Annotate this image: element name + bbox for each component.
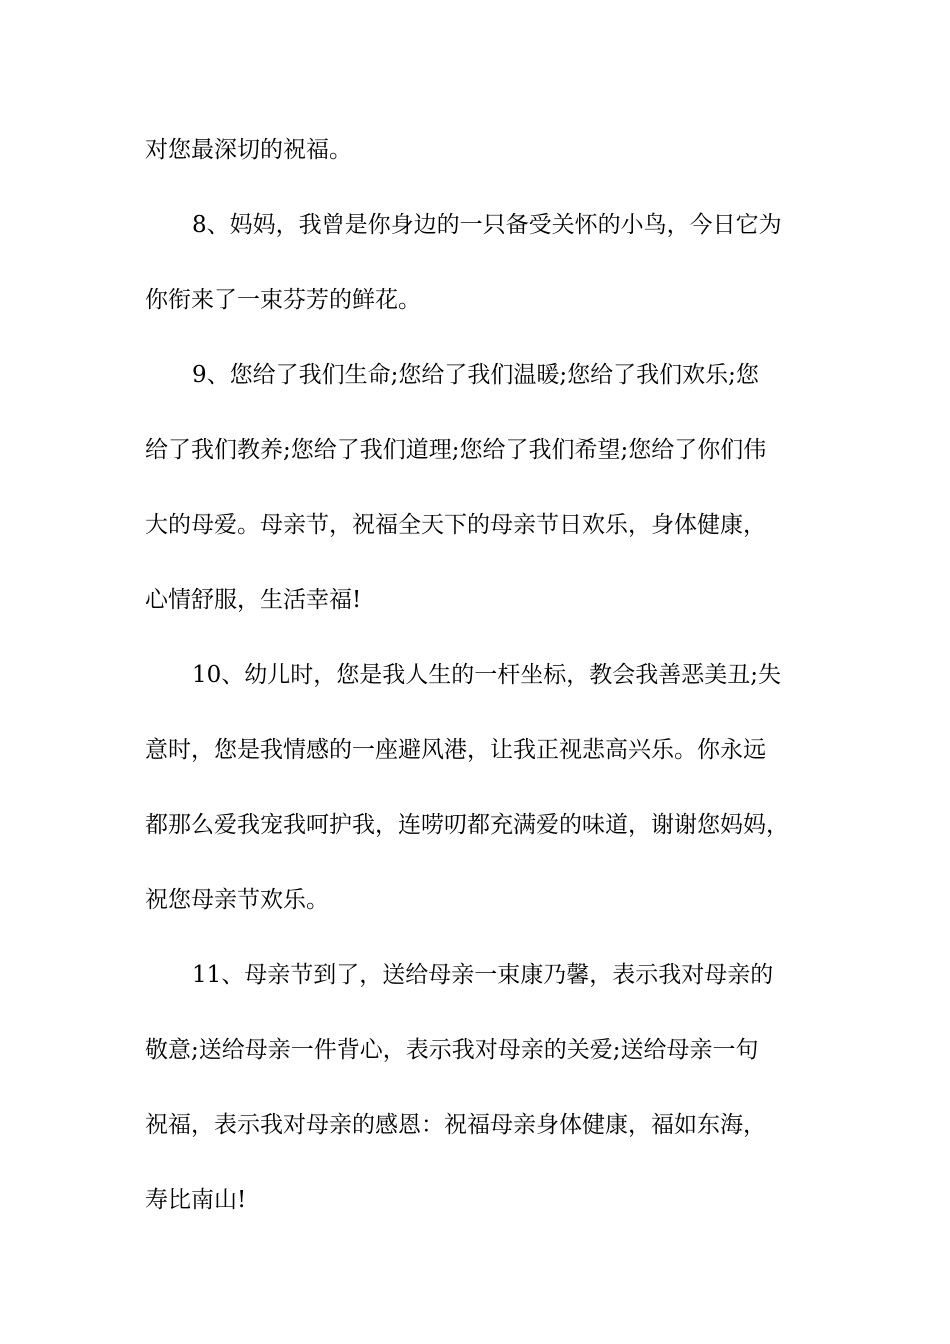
paragraph-11-start: 11、母亲节到了，送给母亲一束康乃馨，表示我对母亲的 xyxy=(192,962,774,988)
paragraph-10-start: 10、幼儿时，您是我人生的一杆坐标，教会我善恶美丑;失 xyxy=(192,662,782,688)
text-line: 敬意;送给母亲一件背心，表示我对母亲的关爱;送给母亲一句 xyxy=(145,1037,759,1063)
text-line: 大的母爱。母亲节，祝福全天下的母亲节日欢乐，身体健康， xyxy=(145,512,766,538)
text-line: 寿比南山! xyxy=(145,1187,247,1213)
text-line: 祝福，表示我对母亲的感恩：祝福母亲身体健康，福如东海， xyxy=(145,1112,766,1138)
text-line: 祝您母亲节欢乐。 xyxy=(145,887,329,913)
paragraph-9-start: 9、您给了我们生命;您给了我们温暖;您给了我们欢乐;您 xyxy=(192,362,759,388)
text-line: 都那么爱我宠我呵护我，连唠叨都充满爱的味道，谢谢您妈妈， xyxy=(145,812,789,838)
text-line: 给了我们教养;您给了我们道理;您给了我们希望;您给了你们伟 xyxy=(145,437,767,463)
text-line: 对您最深切的祝福。 xyxy=(145,137,352,163)
text-line: 意时，您是我情感的一座避风港，让我正视悲高兴乐。你永远 xyxy=(145,737,766,763)
text-line: 心情舒服，生活幸福! xyxy=(145,587,362,613)
paragraph-8-start: 8、妈妈，我曾是你身边的一只备受关怀的小鸟，今日它为 xyxy=(192,212,782,238)
text-line: 你衔来了一束芬芳的鲜花。 xyxy=(145,287,421,313)
